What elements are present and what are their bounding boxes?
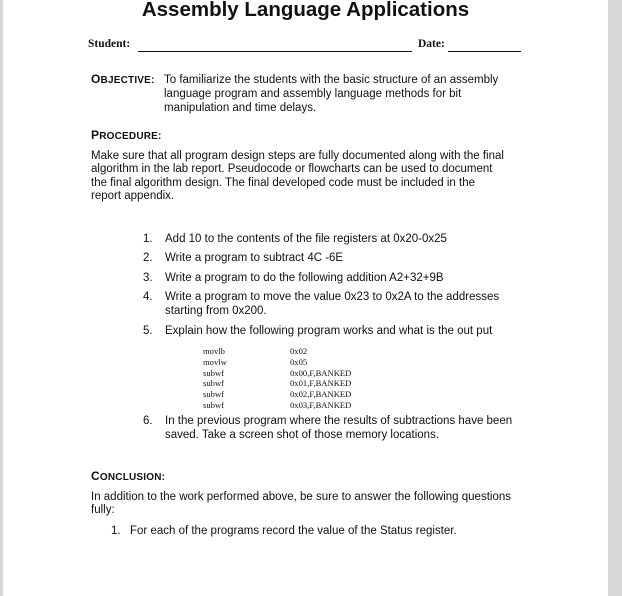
document-title: Assembly Language Applications	[141, 0, 470, 21]
date-label: Date:	[418, 38, 445, 50]
task-text	[165, 415, 535, 442]
code-operand: 0x00,F,BANKED	[290, 367, 352, 378]
code-operand: 0x01,F,BANKED	[290, 378, 352, 389]
procedure-line-3: the final algorithm design. The final developed code must be included in the	[91, 176, 476, 189]
conclusion-item-text: For each of the programs record the value of the Status register.	[130, 525, 457, 537]
code-opcode: subwf	[203, 389, 225, 400]
student-label: Student:	[88, 38, 131, 50]
code-row	[203, 400, 403, 411]
task-text: Explain how the following program works and what is the out put	[165, 325, 493, 337]
task-number: 5.	[143, 325, 153, 337]
task-text-line-1: Write a program to move the value 0x23 to 0x2A to the addresses	[165, 291, 500, 303]
procedure-heading	[91, 129, 162, 143]
procedure-line-2: algorithm in the lab report. Pseudocode or flowcharts can be used to document	[91, 163, 493, 176]
objective-heading	[91, 73, 155, 87]
conclusion-paragraph	[91, 491, 531, 518]
code-row	[203, 346, 403, 357]
objective-line-1: To familiarize the students with the basic structure of an assembly	[164, 74, 499, 86]
task-number: 1.	[143, 233, 153, 245]
task-number: 6.	[143, 415, 153, 427]
objective-line-2: language program and assembly language methods for bit	[164, 88, 462, 100]
student-date-row	[88, 38, 528, 58]
task-text	[165, 291, 535, 318]
objective-heading-initial: O	[91, 72, 101, 86]
conclusion-heading	[91, 470, 165, 484]
conclusion-line-2: fully:	[91, 504, 115, 517]
task-number: 4.	[143, 291, 153, 303]
code-row	[203, 357, 403, 368]
code-opcode: movlw	[203, 356, 227, 367]
objective-line-3: manipulation and time delays.	[164, 102, 317, 114]
student-name-line[interactable]	[138, 51, 412, 52]
conclusion-line-1: In addition to the work performed above, be sure to answer the following questions	[91, 491, 511, 503]
conclusion-heading-initial: C	[91, 469, 100, 483]
document-page	[3, 0, 608, 596]
date-line[interactable]	[448, 51, 521, 52]
code-row	[203, 378, 403, 389]
code-opcode: movlb	[203, 346, 225, 356]
task-text-line-2: starting from 0x200.	[165, 304, 267, 317]
procedure-heading-rest: ROCEDURE:	[99, 131, 162, 142]
task-text: Write a program to subtract 4C -6E	[165, 252, 344, 264]
objective-heading-rest: BJECTIVE:	[100, 75, 155, 86]
code-operand: 0x02	[290, 346, 308, 356]
assembly-code-block	[203, 346, 403, 411]
code-row	[203, 368, 403, 379]
code-opcode: subwf	[203, 399, 225, 410]
procedure-paragraph	[91, 150, 531, 203]
procedure-heading-initial: P	[91, 128, 100, 142]
task-text: Write a program to do the following addition A2+32+9B	[165, 272, 444, 284]
right-frame-edge	[608, 0, 622, 596]
code-operand: 0x05	[290, 356, 308, 367]
code-opcode: subwf	[203, 378, 225, 389]
task-number: 3.	[143, 272, 153, 284]
conclusion-heading-rest: ONCLUSION:	[99, 472, 166, 483]
task-text-line-2: saved. Take a screen shot of those memory locations.	[165, 428, 440, 441]
task-text-line-1: In the previous program where the results of subtractions have been	[165, 415, 513, 427]
objective-text	[164, 73, 524, 115]
code-row	[203, 389, 403, 400]
procedure-line-1: Make sure that all program design steps are fully documented along with the final	[91, 150, 504, 162]
conclusion-item-number: 1.	[111, 525, 121, 537]
procedure-line-4: report appendix.	[91, 189, 175, 202]
code-operand: 0x03,F,BANKED	[290, 399, 352, 410]
code-opcode: subwf	[203, 367, 225, 378]
task-number: 2.	[143, 252, 153, 264]
code-operand: 0x02,F,BANKED	[290, 389, 352, 400]
task-text: Add 10 to the contents of the file registers at 0x20-0x25	[165, 233, 447, 245]
